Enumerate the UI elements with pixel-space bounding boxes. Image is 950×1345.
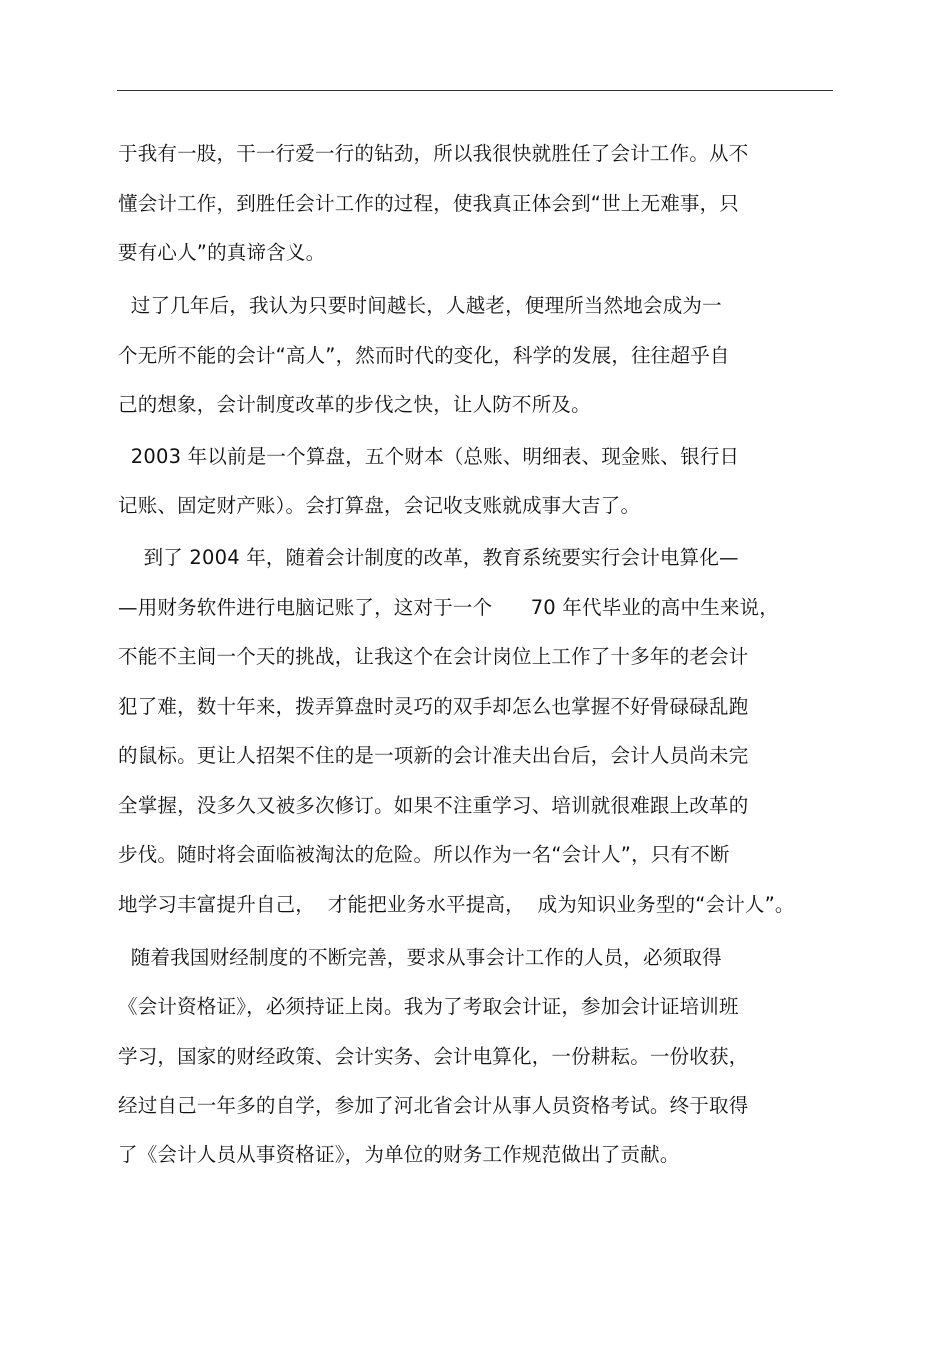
text-line: 到了 2004 年，随着会计制度的改革，教育系统要实行会计电算化— — [118, 546, 739, 569]
text-line: 己的想象，会计制度改革的步伐之快，让人防不所及。 — [118, 393, 591, 416]
text-line: 记账、固定财产账）。会打算盘，会记收支账就成事大吉了。 — [118, 494, 641, 517]
text-line: 的鼠标。更让人招架不住的是一项新的会计准夫出台后，会计人员尚未完 — [118, 744, 749, 767]
header-rule — [117, 90, 833, 91]
text-line: 了《会计人员从事资格证》，为单位的财务工作规范做出了贡献。 — [118, 1143, 680, 1166]
text-line: 个无所不能的会计“高人”，然而时代的变化，科学的发展，往往超乎自 — [118, 344, 730, 367]
text-line: 懂会计工作，到胜任会计工作的过程，使我真正体会到“世上无难事，只 — [118, 192, 740, 215]
text-line: 步伐。随时将会面临被淘汰的危险。所以作为一名“会计人”，只有不断 — [118, 843, 730, 866]
text-line: 2003 年以前是一个算盘，五个财本（总账、明细表、现金账、银行日 — [118, 445, 740, 468]
text-line: 不能不主间一个天的挑战，让我这个在会计岗位上工作了十多年的老会计 — [118, 645, 749, 668]
text-line: 《会计资格证》，必须持证上岗。我为了考取会计证，参加会计证培训班 — [118, 995, 739, 1018]
text-line: 要有心人”的真谛含义。 — [118, 241, 326, 264]
text-line: 经过自己一年多的自学，参加了河北省会计从事人员资格考试。终于取得 — [118, 1094, 749, 1117]
text-line: 地学习丰富提升自己， 才能把业务水平提高， 成为知识业务型的“会计人”。 — [118, 893, 795, 916]
text-line: 过了几年后，我认为只要时间越长，人越老，便理所当然地会成为一 — [118, 294, 722, 317]
text-line: 全掌握，没多久又被多次修订。如果不注重学习、培训就很难跟上改革的 — [118, 794, 749, 817]
text-line: —用财务软件进行电脑记账了，这对于一个 70 年代毕业的高中生来说， — [118, 596, 780, 619]
text-line: 随着我国财经制度的不断完善，要求从事会计工作的人员，必须取得 — [118, 946, 722, 969]
text-line: 于我有一股，干一行爱一行的钻劲，所以我很快就胜任了会计工作。从不 — [118, 142, 749, 165]
text-line: 学习，国家的财经政策、会计实务、会计电算化，一份耕耘。一份收获， — [118, 1045, 749, 1068]
text-line: 犯了难，数十年来，拨弄算盘时灵巧的双手却怎么也掌握不好骨碌碌乱跑 — [118, 695, 749, 718]
